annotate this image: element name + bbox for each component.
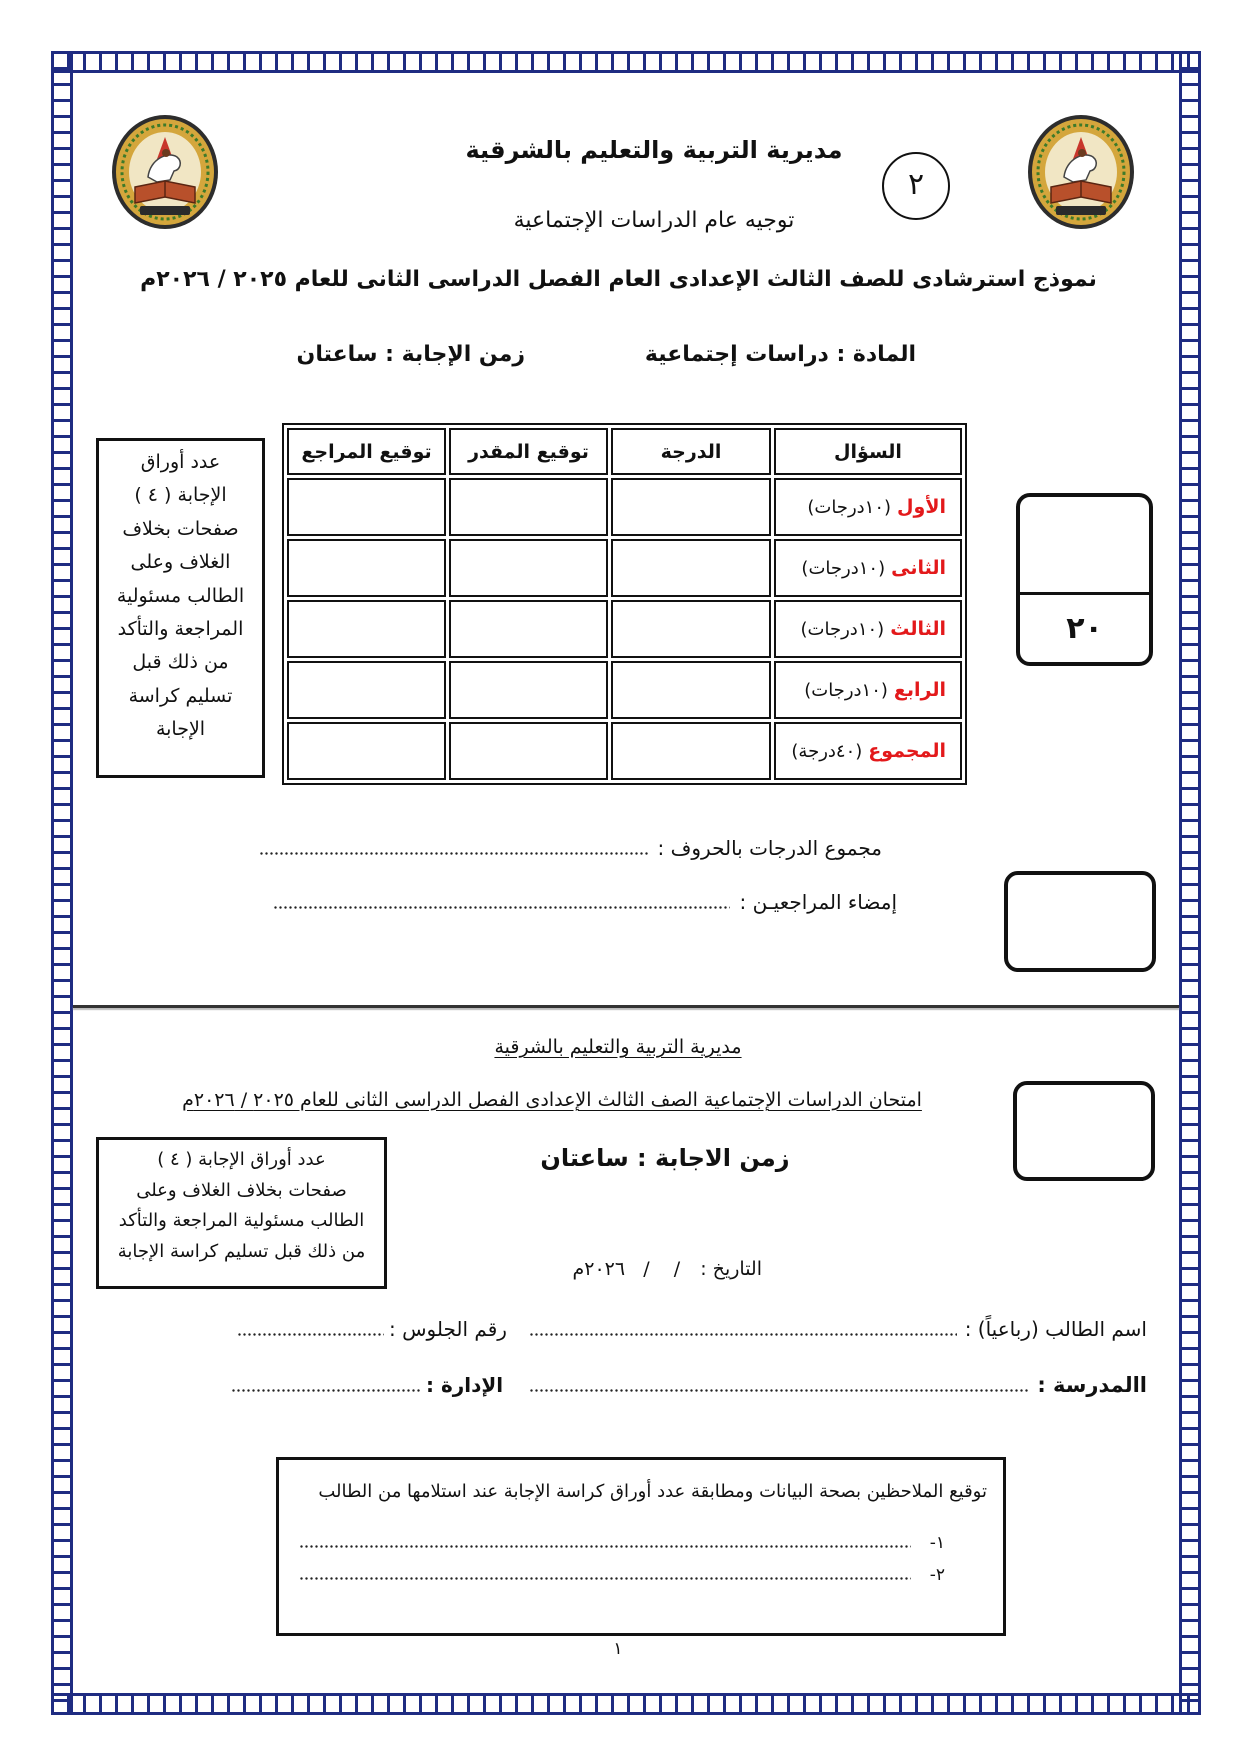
seat-number-dotted-line bbox=[237, 1333, 384, 1336]
administration-label: الإدارة : bbox=[426, 1373, 504, 1397]
grader-signature-cell bbox=[449, 661, 608, 719]
frame-bottom-border bbox=[51, 1693, 1201, 1715]
total-in-words-field bbox=[259, 834, 882, 862]
header-reviewer-signature: توقيع المراجع bbox=[287, 428, 446, 475]
question-max-marks: (١٠درجات) bbox=[800, 618, 885, 640]
frame-top-border bbox=[51, 51, 1201, 73]
question-cell bbox=[774, 539, 962, 597]
note-line: الإجابة bbox=[155, 718, 206, 741]
education-directorate-emblem-icon bbox=[1026, 113, 1136, 231]
exam-title: امتحان الدراسات الإجتماعية الصف الثالث الإعدادى الفصل الدراسى الثانى للعام ٢٠٢٥ / ٢٠٢٦م bbox=[182, 1089, 922, 1111]
note-line: الطالب مسئولية المراجعة والتأكد bbox=[118, 1210, 365, 1231]
observer-dotted-line bbox=[299, 1577, 911, 1580]
total-max-marks: (٤٠درجة) bbox=[791, 740, 863, 762]
note-line: الإجابة ( ٤ ) bbox=[134, 484, 227, 507]
note-line: المراجعة والتأكد bbox=[117, 618, 244, 641]
header-grade: الدرجة bbox=[611, 428, 771, 475]
date-field bbox=[573, 1257, 763, 1282]
observer-item-number: ١- bbox=[929, 1533, 945, 1553]
note-line: تسليم كراسة bbox=[128, 684, 233, 707]
model-number-badge: ٢ bbox=[882, 152, 950, 220]
grade-cell bbox=[611, 722, 771, 780]
question-max-marks: (١٠درجات) bbox=[807, 496, 892, 518]
reviewer-signature-cell bbox=[287, 539, 446, 597]
note-line: عدد أوراق bbox=[140, 451, 221, 473]
total-cell bbox=[774, 722, 962, 780]
question-cell bbox=[774, 661, 962, 719]
grade-cell bbox=[611, 478, 771, 536]
header-question: السؤال bbox=[774, 428, 962, 475]
secret-number-box bbox=[1013, 1081, 1155, 1181]
answer-pages-note-box bbox=[96, 438, 265, 778]
reviewer-signature-cell bbox=[287, 600, 446, 658]
school-dotted-line bbox=[529, 1389, 1028, 1392]
note-line: الغلاف وعلى bbox=[130, 551, 231, 574]
question-cell bbox=[774, 600, 962, 658]
grader-signature-cell bbox=[449, 539, 608, 597]
total-in-words-dotted-line bbox=[259, 852, 648, 855]
note-line: صفحات بخلاف bbox=[122, 517, 239, 540]
page-number: ١ bbox=[613, 1639, 623, 1659]
grades-table bbox=[282, 423, 967, 785]
grade-cell bbox=[611, 661, 771, 719]
observer-line bbox=[299, 1563, 945, 1587]
note-line: من ذلك قبل تسليم كراسة الإجابة bbox=[117, 1240, 366, 1262]
grade-cell bbox=[611, 600, 771, 658]
note-line: عدد أوراق الإجابة ( ٤ ) bbox=[157, 1149, 326, 1170]
grader-signature-cell bbox=[449, 722, 608, 780]
question-max-marks: (١٠درجات) bbox=[801, 557, 886, 579]
answer-pages-note-box-lower bbox=[96, 1137, 387, 1289]
frame-left-border bbox=[51, 51, 73, 1715]
observer-item-number: ٢- bbox=[929, 1565, 945, 1585]
question-label: الأول bbox=[897, 496, 946, 518]
school-label: االمدرسة : bbox=[1037, 1373, 1147, 1397]
administration-dotted-line bbox=[231, 1389, 420, 1392]
directorate-title: مديرية التربية والتعليم بالشرقية bbox=[465, 136, 843, 164]
reviewer-signature-cell bbox=[287, 722, 446, 780]
total-label: المجموع bbox=[868, 740, 946, 762]
date-label: التاريخ : bbox=[700, 1258, 762, 1280]
student-name-label: اسم الطالب (رباعياً) : bbox=[964, 1317, 1147, 1341]
score-box bbox=[1016, 493, 1153, 666]
duration-label: زمن الإجابة : ساعتان bbox=[296, 342, 525, 367]
date-value: / / ٢٠٢٦م bbox=[572, 1258, 681, 1280]
grade-cell bbox=[611, 539, 771, 597]
grader-signature-cell bbox=[449, 600, 608, 658]
supervision-title: توجيه عام الدراسات الإجتماعية bbox=[513, 208, 795, 233]
observer-dotted-line bbox=[299, 1545, 911, 1548]
student-section-duration: زمن الاجابة : ساعتان bbox=[540, 1144, 790, 1172]
observers-box-title: توقيع الملاحظين بصحة البيانات ومطابقة عدد أوراق كراسة الإجابة عند استلامها من الطالب bbox=[318, 1481, 987, 1502]
score-max-total: ٢٠ bbox=[1066, 611, 1103, 646]
seat-number-label: رقم الجلوس : bbox=[389, 1317, 507, 1341]
reviewers-signature-label: إمضاء المراجعيـن : bbox=[739, 890, 897, 914]
frame-right-border bbox=[1179, 51, 1201, 1715]
note-line: الطالب مسئولية bbox=[116, 584, 245, 607]
question-label: الثالث bbox=[890, 618, 946, 640]
question-label: الرابع bbox=[893, 679, 946, 701]
student-name-row bbox=[237, 1315, 1147, 1343]
total-in-words-label: مجموع الدرجات بالحروف : bbox=[657, 836, 882, 860]
observer-line bbox=[299, 1531, 945, 1555]
reviewer-signature-cell bbox=[287, 478, 446, 536]
empty-score-box bbox=[1004, 871, 1156, 972]
student-name-dotted-line bbox=[529, 1333, 957, 1336]
reviewers-signature-field bbox=[273, 888, 897, 916]
reviewer-signature-cell bbox=[287, 661, 446, 719]
question-label: الثانى bbox=[891, 557, 946, 579]
header-grader-signature: توقيع المقدر bbox=[449, 428, 608, 475]
grader-signature-cell bbox=[449, 478, 608, 536]
question-cell bbox=[774, 478, 962, 536]
education-directorate-emblem-icon bbox=[110, 113, 220, 231]
section-divider bbox=[73, 1005, 1179, 1008]
school-row bbox=[231, 1371, 1147, 1399]
student-section-directorate: مديرية التربية والتعليم بالشرقية bbox=[494, 1036, 742, 1058]
observers-signature-box bbox=[276, 1457, 1006, 1636]
question-max-marks: (١٠درجات) bbox=[804, 679, 888, 701]
subject-label: المادة : دراسات إجتماعية bbox=[644, 342, 916, 367]
note-line: صفحات بخلاف الغلاف وعلى bbox=[136, 1179, 347, 1201]
note-line: من ذلك قبل bbox=[132, 651, 229, 674]
model-title: نموذج استرشادى للصف الثالث الإعدادى العام الفصل الدراسى الثانى للعام ٢٠٢٥ / ٢٠٢٦م bbox=[140, 267, 1097, 292]
reviewers-signature-dotted-line bbox=[273, 906, 730, 909]
